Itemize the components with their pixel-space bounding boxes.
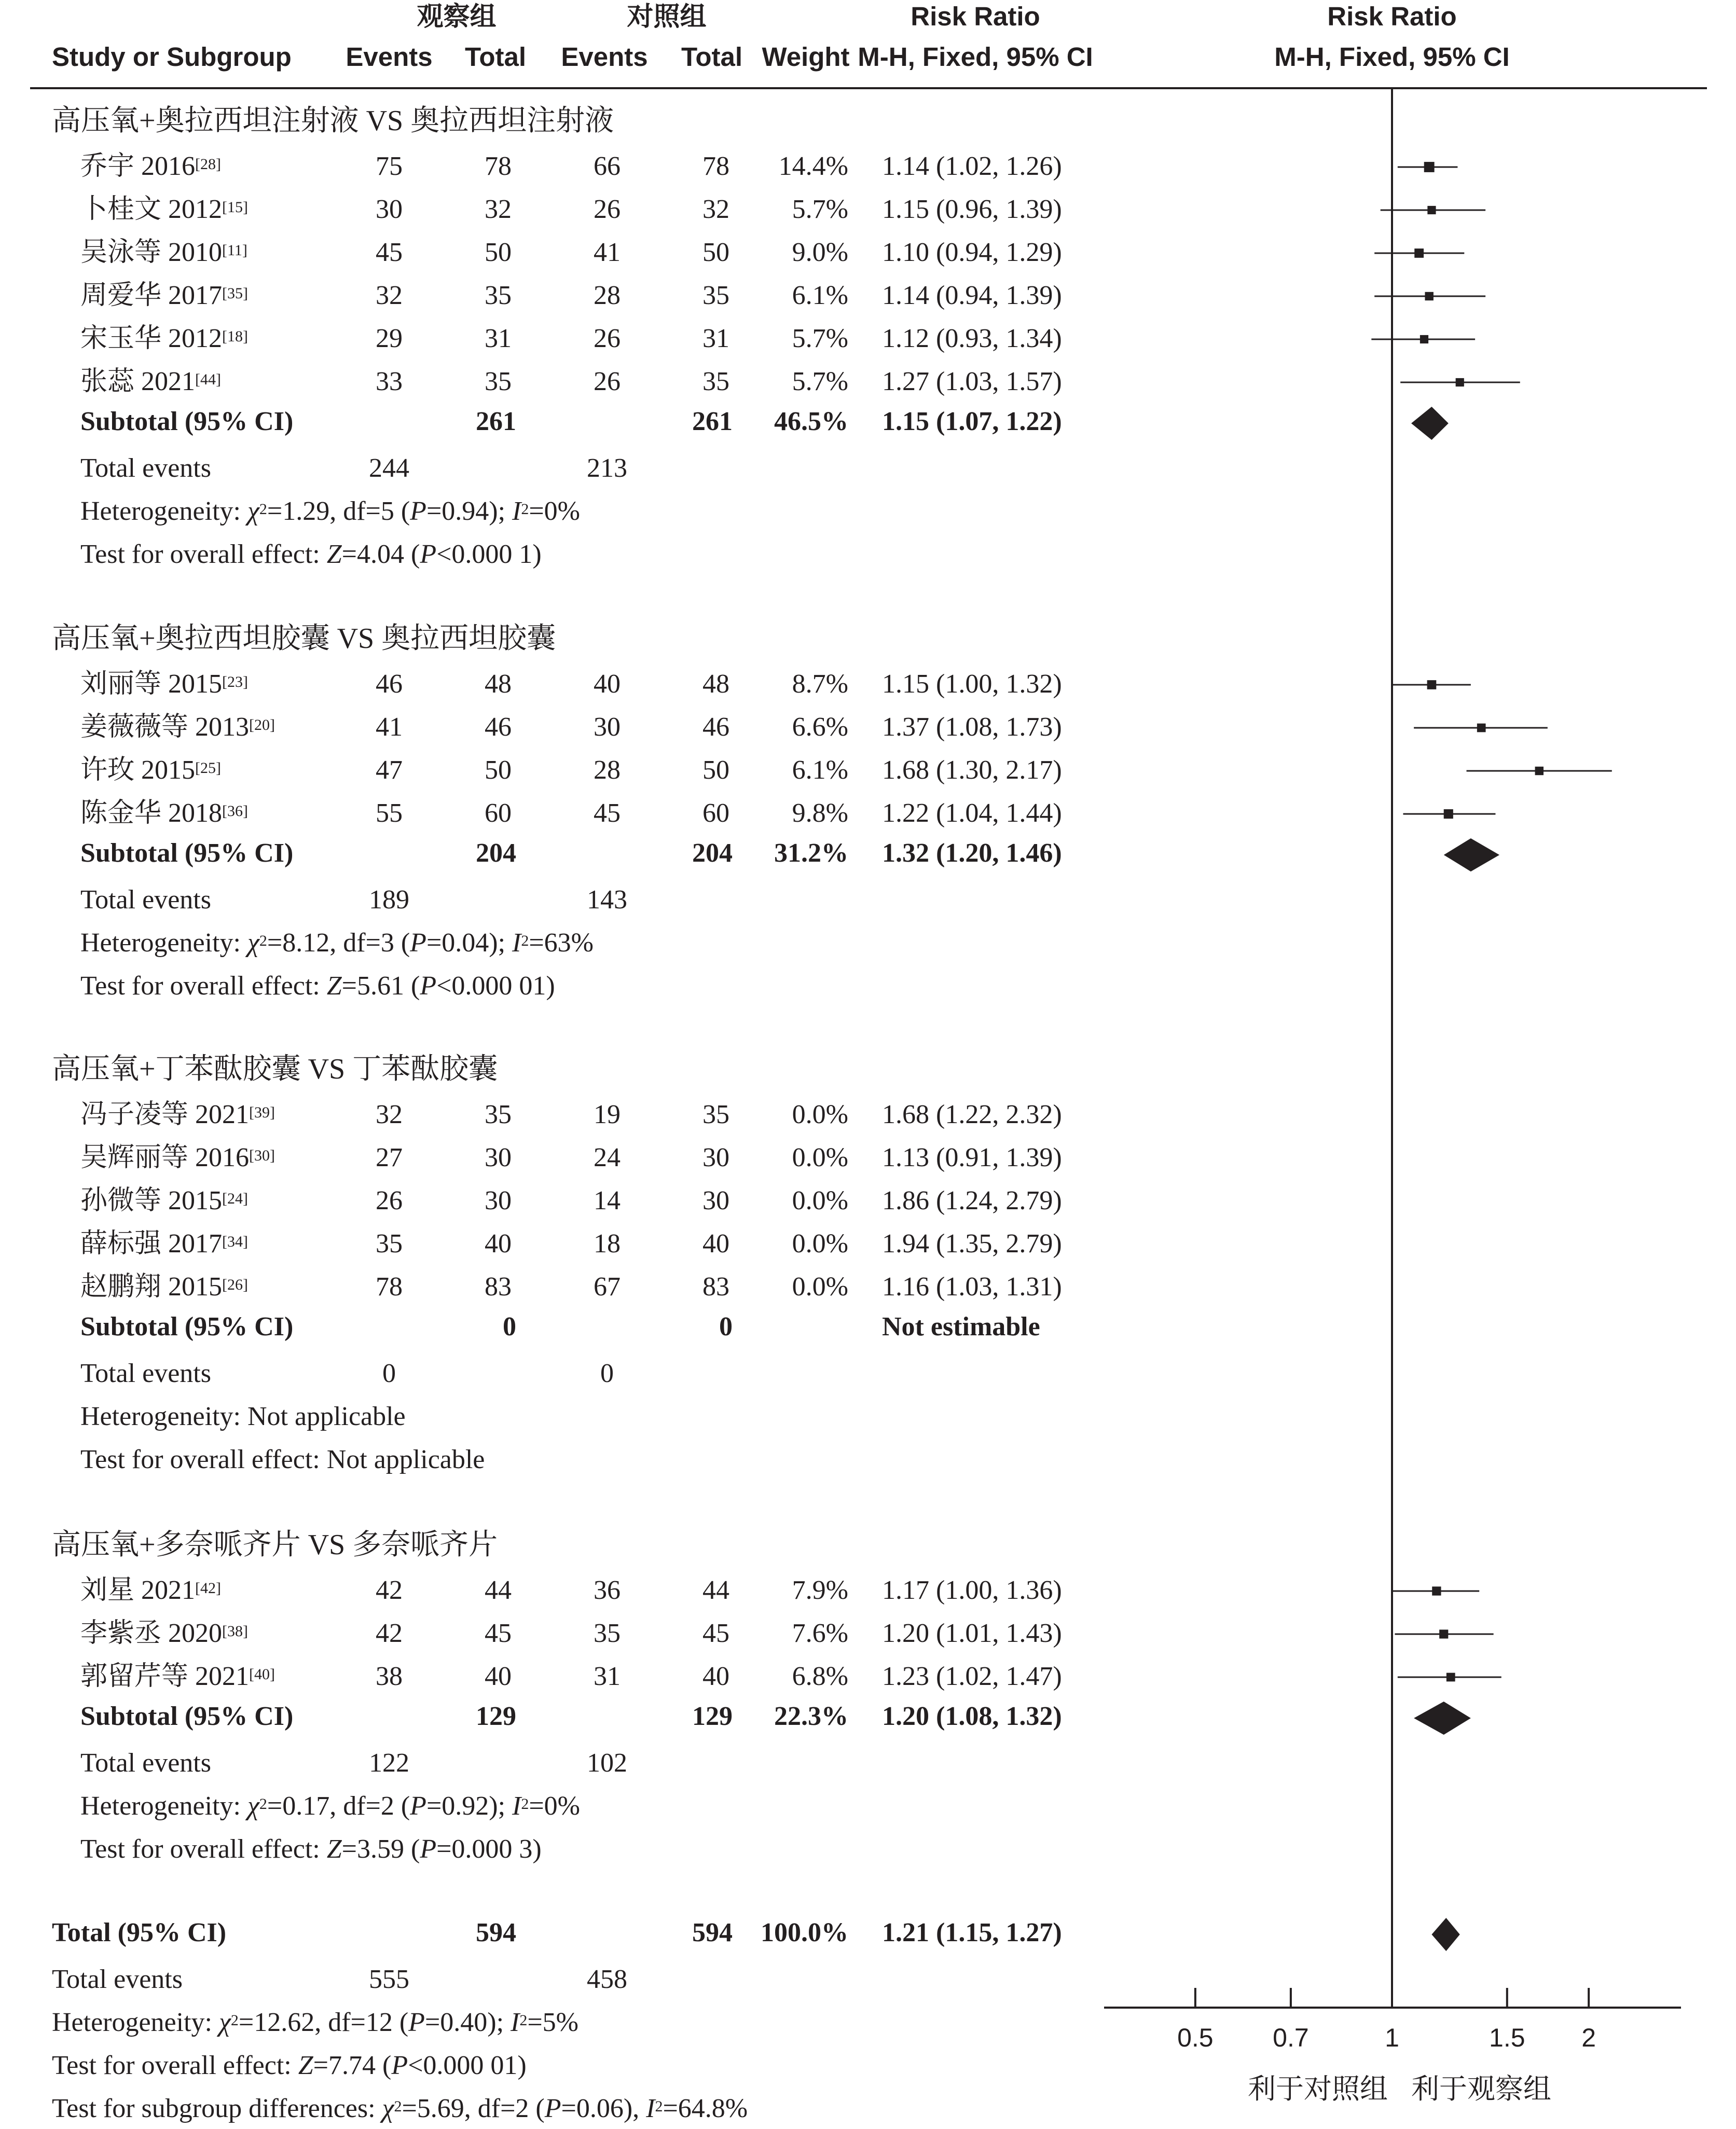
- ci-value: 1.94 (1.35, 2.79): [882, 1229, 1062, 1259]
- heterogeneity-chi-val: =8.12, df=3 (: [267, 928, 410, 958]
- study-point: [1420, 335, 1428, 343]
- study-ref: [40]: [249, 1666, 275, 1683]
- ci-value: 1.10 (0.94, 1.29): [882, 238, 1062, 267]
- subtotal-ctl-total: 0: [719, 1312, 733, 1342]
- study-name-text: 乔宇 2016: [80, 151, 196, 181]
- ctl-total: 40: [702, 1229, 729, 1259]
- heterogeneity-chi-val: =0.17, df=2 (: [267, 1791, 410, 1821]
- exp-events: 35: [376, 1229, 403, 1259]
- subtotal-exp-total: 0: [503, 1312, 516, 1342]
- study-point: [1444, 809, 1453, 819]
- study-ref: [30]: [249, 1147, 275, 1164]
- x-tick-label: 1: [1385, 2023, 1399, 2052]
- group-title: 高压氧+多奈哌齐片 VS 多奈哌齐片: [52, 1529, 498, 1561]
- ctl-events: 26: [594, 195, 621, 224]
- subgroup-differences-chi: χ: [382, 2094, 394, 2123]
- exp-events: 29: [376, 324, 403, 353]
- ci-value: 1.86 (1.24, 2.79): [882, 1186, 1062, 1215]
- subtotal-weight: 31.2%: [774, 838, 848, 868]
- weight-value: 5.7%: [792, 367, 848, 396]
- study-ref: [38]: [222, 1623, 248, 1640]
- weight-value: 6.8%: [792, 1662, 848, 1691]
- ctl-events: 67: [594, 1272, 621, 1302]
- overall-effect-p: P: [420, 540, 437, 569]
- overall-effect-label: Test for overall effect:: [80, 540, 327, 569]
- heterogeneity-p-val: =0.92);: [426, 1791, 513, 1821]
- ctl-total: 44: [702, 1575, 729, 1605]
- study-ref: [24]: [222, 1190, 248, 1207]
- rr-title-header: Risk Ratio: [911, 2, 1040, 31]
- total-exp-total: 594: [476, 1918, 516, 1947]
- subtotal-label: Subtotal (95% CI): [80, 1312, 294, 1342]
- heterogeneity-label: Heterogeneity:: [80, 1791, 247, 1821]
- exp-events: 41: [376, 712, 403, 742]
- weight-value: 5.7%: [792, 324, 848, 353]
- weight-value: 7.9%: [792, 1575, 848, 1605]
- weight-value: 9.8%: [792, 798, 848, 828]
- subtotal-ctl-total: 261: [692, 407, 733, 436]
- heterogeneity-chi: χ: [247, 928, 259, 958]
- ctl-total: 46: [702, 712, 729, 742]
- total-heterogeneity-i: I: [511, 2008, 520, 2037]
- subtotal-exp-total: 261: [476, 407, 516, 436]
- group-title: 高压氧+丁苯酞胶囊 VS 丁苯酞胶囊: [52, 1053, 498, 1085]
- study-name-text: 许玫 2015: [80, 755, 196, 785]
- heterogeneity-label: Heterogeneity:: [80, 928, 247, 958]
- weight-value: 5.7%: [792, 195, 848, 224]
- weight-value: 0.0%: [792, 1143, 848, 1172]
- total-events-exp: 555: [369, 1965, 409, 1994]
- ci-value: 1.37 (1.08, 1.73): [882, 712, 1062, 742]
- study-name-text: 周爱华 2017: [80, 281, 223, 310]
- ctl-events: 18: [594, 1229, 621, 1259]
- exp-events: 42: [376, 1619, 403, 1648]
- exp-events: 75: [376, 151, 403, 181]
- ctl-events: 36: [594, 1575, 621, 1605]
- exp-total: 40: [485, 1662, 512, 1691]
- subtotal-ci: 1.20 (1.08, 1.32): [882, 1702, 1062, 1731]
- ci-value: 1.13 (0.91, 1.39): [882, 1143, 1062, 1172]
- subgroup-differences-i: I: [646, 2094, 655, 2123]
- ctl-events: 28: [594, 281, 621, 310]
- study-name-text: 冯子凌等 2021: [80, 1100, 250, 1129]
- x-tick-label: 0.7: [1273, 2023, 1309, 2052]
- ci-value: 1.15 (0.96, 1.39): [882, 195, 1062, 224]
- ctl-events: 24: [594, 1143, 621, 1172]
- summary-diamond: [1444, 838, 1499, 872]
- ctl-events-header: Events: [561, 42, 648, 72]
- study-ref: [23]: [222, 673, 248, 690]
- summary-diamond: [1431, 1918, 1459, 1951]
- x-tick-label: 0.5: [1177, 2023, 1214, 2052]
- study-ref: [11]: [222, 242, 247, 259]
- exp-total: 50: [485, 755, 512, 785]
- overall-effect-label: Test for overall effect:: [80, 971, 327, 1001]
- exp-events-header: Events: [346, 42, 433, 72]
- subtotal-weight: 46.5%: [774, 407, 848, 436]
- heterogeneity-p: P: [410, 496, 426, 526]
- subtotal-label: Subtotal (95% CI): [80, 838, 294, 868]
- heterogeneity-chi-sq: 2: [259, 1795, 267, 1813]
- exp-total: 83: [485, 1272, 512, 1302]
- study-point: [1427, 680, 1437, 689]
- ctl-events: 31: [594, 1662, 621, 1691]
- total-events-exp: 189: [369, 885, 409, 915]
- subtotal-exp-total: 129: [476, 1702, 516, 1731]
- heterogeneity-chi-sq: 2: [259, 932, 267, 949]
- ctl-total: 35: [702, 1100, 729, 1129]
- exp-total: 30: [485, 1186, 512, 1215]
- study-point: [1424, 162, 1435, 172]
- total-weight: 100.0%: [761, 1918, 848, 1947]
- subtotal-ctl-total: 204: [692, 838, 733, 868]
- total-overall-effect-z-val: =7.74 (: [313, 2051, 392, 2080]
- ctl-events: 28: [594, 755, 621, 785]
- study-point: [1446, 1673, 1455, 1682]
- heterogeneity-label: Heterogeneity:: [80, 496, 247, 526]
- exp-total: 45: [485, 1619, 512, 1648]
- exp-events: 47: [376, 755, 403, 785]
- heterogeneity-chi-val: =1.29, df=5 (: [267, 496, 410, 526]
- ci-value: 1.12 (0.93, 1.34): [882, 324, 1062, 353]
- subgroup-differences-p-val: =0.06),: [561, 2094, 646, 2123]
- total-events-label: Total events: [80, 1359, 211, 1388]
- study-ref: [35]: [222, 285, 248, 302]
- total-events-ctl: 213: [587, 453, 627, 483]
- plot-method-header: M-H, Fixed, 95% CI: [1274, 42, 1510, 72]
- ctl-events: 30: [594, 712, 621, 742]
- ctl-total: 35: [702, 281, 729, 310]
- ctl-events: 26: [594, 367, 621, 396]
- exp-total-header: Total: [464, 42, 527, 72]
- study-ref: [39]: [249, 1104, 275, 1121]
- exp-total: 40: [485, 1229, 512, 1259]
- study-ref: [20]: [249, 716, 275, 734]
- total-events-ctl: 143: [587, 885, 627, 915]
- weight-value: 0.0%: [792, 1272, 848, 1302]
- study-name-text: 赵鹏翔 2015: [80, 1272, 223, 1302]
- heterogeneity: Heterogeneity: Not applicable: [80, 1402, 406, 1431]
- exp-total: 35: [485, 367, 512, 396]
- heterogeneity-i-val: =0%: [529, 1791, 581, 1821]
- overall-effect-p-val: <0.000 01): [436, 971, 555, 1001]
- group-title: 高压氧+奥拉西坦胶囊 VS 奥拉西坦胶囊: [52, 623, 556, 655]
- ctl-events: 14: [594, 1186, 621, 1215]
- study-column-header: Study or Subgroup: [52, 42, 292, 72]
- study-name-text: 卜桂文 2012: [80, 195, 223, 224]
- total-ci: 1.21 (1.15, 1.27): [882, 1918, 1062, 1947]
- exp-events: 27: [376, 1143, 403, 1172]
- ctl-total: 35: [702, 367, 729, 396]
- overall-effect-p-val: =0.000 3): [436, 1834, 542, 1864]
- ctl-total: 30: [702, 1143, 729, 1172]
- heterogeneity-chi-sq: 2: [259, 501, 267, 518]
- ctl-events: 40: [594, 669, 621, 699]
- study-ref: [34]: [222, 1233, 248, 1250]
- ctl-events: 45: [594, 798, 621, 828]
- ci-value: 1.68 (1.30, 2.17): [882, 755, 1062, 785]
- total-heterogeneity-i-val: =5%: [527, 2008, 579, 2037]
- total-ctl-total: 594: [692, 1918, 733, 1947]
- study-name-text: 刘星 2021: [80, 1575, 196, 1605]
- ctl-total: 50: [702, 238, 729, 267]
- exp-events: 32: [376, 1100, 403, 1129]
- exp-events: 33: [376, 367, 403, 396]
- ctl-total: 60: [702, 798, 729, 828]
- ctl-total: 31: [702, 324, 729, 353]
- rr-method-header: M-H, Fixed, 95% CI: [858, 42, 1093, 72]
- study-point: [1425, 292, 1433, 300]
- ci-value: 1.14 (0.94, 1.39): [882, 281, 1062, 310]
- overall-effect-p-val: <0.000 1): [436, 540, 542, 569]
- ctl-total: 48: [702, 669, 729, 699]
- summary-diamond: [1411, 407, 1449, 440]
- subgroup-differences-chi-sq: 2: [394, 2098, 402, 2115]
- subtotal-ci: 1.32 (1.20, 1.46): [882, 838, 1062, 868]
- weight-header: Weight: [762, 42, 850, 72]
- exp-total: 35: [485, 1100, 512, 1129]
- exp-events: 26: [376, 1186, 403, 1215]
- total-heterogeneity-label: Heterogeneity:: [52, 2008, 219, 2037]
- heterogeneity-i-sq: 2: [521, 501, 529, 518]
- heterogeneity-i-sq: 2: [521, 1795, 529, 1813]
- study-point: [1439, 1629, 1448, 1638]
- heterogeneity-i: I: [512, 928, 521, 958]
- ctl-total: 30: [702, 1186, 729, 1215]
- subgroup-differences-p: P: [544, 2094, 561, 2123]
- study-ref: [44]: [195, 371, 221, 388]
- exp-group-label: 观察组: [417, 2, 497, 31]
- weight-value: 0.0%: [792, 1100, 848, 1129]
- study-point: [1477, 724, 1486, 732]
- exp-total: 48: [485, 669, 512, 699]
- overall-effect-z: Z: [326, 1834, 342, 1864]
- study-name-text: 宋玉华 2012: [80, 324, 223, 353]
- ci-value: 1.16 (1.03, 1.31): [882, 1272, 1062, 1302]
- subtotal-ctl-total: 129: [692, 1702, 733, 1731]
- subtotal-ci: 1.15 (1.07, 1.22): [882, 407, 1062, 436]
- overall-effect-z-val: =4.04 (: [341, 540, 420, 569]
- study-ref: [36]: [222, 803, 248, 820]
- x-tick-label: 1.5: [1489, 2023, 1525, 2052]
- subtotal-exp-total: 204: [476, 838, 516, 868]
- ci-value: 1.20 (1.01, 1.43): [882, 1619, 1062, 1648]
- overall-effect-label: Test for overall effect:: [80, 1834, 327, 1864]
- study-ref: [42]: [195, 1580, 221, 1597]
- subgroup-differences-label: Test for subgroup differences:: [52, 2094, 382, 2123]
- heterogeneity-i-val: =0%: [529, 496, 581, 526]
- study-ref: [26]: [222, 1276, 248, 1293]
- total-heterogeneity-chi: χ: [218, 2008, 231, 2037]
- exp-total: 30: [485, 1143, 512, 1172]
- subtotal-ci: Not estimable: [882, 1312, 1040, 1342]
- exp-events: 46: [376, 669, 403, 699]
- heterogeneity-i: I: [512, 1791, 521, 1821]
- ctl-total: 32: [702, 195, 729, 224]
- overall-effect: Test for overall effect: Not applicable: [80, 1445, 485, 1474]
- group-title: 高压氧+奥拉西坦注射液 VS 奥拉西坦注射液: [52, 105, 614, 137]
- exp-events: 42: [376, 1575, 403, 1605]
- plot-title-header: Risk Ratio: [1327, 2, 1457, 31]
- study-name-text: 张蕊 2021: [80, 367, 196, 396]
- ci-value: 1.22 (1.04, 1.44): [882, 798, 1062, 828]
- weight-value: 0.0%: [792, 1229, 848, 1259]
- ctl-total: 45: [702, 1619, 729, 1648]
- summary-diamond: [1414, 1702, 1471, 1735]
- exp-total: 78: [485, 151, 512, 181]
- total-overall-effect-p: P: [391, 2051, 408, 2080]
- subtotal-label: Subtotal (95% CI): [80, 407, 294, 436]
- weight-value: 8.7%: [792, 669, 848, 699]
- weight-value: 9.0%: [792, 238, 848, 267]
- exp-total: 60: [485, 798, 512, 828]
- subgroup-differences-chi-val: =5.69, df=2 (: [402, 2094, 545, 2123]
- ctl-events: 41: [594, 238, 621, 267]
- overall-effect-z-val: =3.59 (: [341, 1834, 420, 1864]
- study-point: [1432, 1586, 1441, 1595]
- exp-events: 38: [376, 1662, 403, 1691]
- weight-value: 14.4%: [778, 151, 848, 181]
- total-events-exp: 244: [369, 453, 409, 483]
- heterogeneity-p-val: =0.94);: [426, 496, 513, 526]
- total-heterogeneity-chi-sq: 2: [230, 2012, 239, 2029]
- ctl-total: 83: [702, 1272, 729, 1302]
- ctl-total-header: Total: [681, 42, 743, 72]
- ci-value: 1.23 (1.02, 1.47): [882, 1662, 1062, 1691]
- ci-value: 1.14 (1.02, 1.26): [882, 151, 1062, 181]
- total-events-exp: 0: [382, 1359, 396, 1388]
- subtotal-label: Subtotal (95% CI): [80, 1702, 294, 1731]
- total-events-label: Total events: [80, 453, 211, 483]
- ci-value: 1.17 (1.00, 1.36): [882, 1575, 1062, 1605]
- study-name-text: 陈金华 2018: [80, 798, 223, 828]
- total-events-ctl: 458: [587, 1965, 627, 1994]
- total-events-label: Total events: [80, 1748, 211, 1778]
- overall-effect-z: Z: [326, 540, 342, 569]
- total-heterogeneity-p: P: [408, 2008, 425, 2037]
- exp-events: 45: [376, 238, 403, 267]
- x-tick-label: 2: [1581, 2023, 1596, 2052]
- favours-experimental-label: 利于观察组: [1411, 2072, 1551, 2105]
- weight-value: 6.1%: [792, 281, 848, 310]
- weight-value: 7.6%: [792, 1619, 848, 1648]
- exp-total: 32: [485, 195, 512, 224]
- study-name-text: 吴辉丽等 2016: [80, 1143, 250, 1172]
- ci-value: 1.27 (1.03, 1.57): [882, 367, 1062, 396]
- study-ref: [18]: [222, 328, 248, 345]
- heterogeneity-chi: χ: [247, 1791, 259, 1821]
- total-overall-effect-label: Test for overall effect:: [52, 2051, 298, 2080]
- study-name-text: 薛标强 2017: [80, 1229, 223, 1259]
- overall-effect-z-val: =5.61 (: [341, 971, 420, 1001]
- total-events-ctl: 102: [587, 1748, 627, 1778]
- total-overall-effect-p-val: <0.000 01): [408, 2051, 527, 2080]
- study-name-text: 李紫丞 2020: [80, 1619, 223, 1648]
- exp-total: 46: [485, 712, 512, 742]
- overall-effect-p: P: [420, 1834, 437, 1864]
- study-name-text: 孙微等 2015: [80, 1186, 223, 1215]
- ctl-events: 35: [594, 1619, 621, 1648]
- total-heterogeneity-p-val: =0.40);: [424, 2008, 511, 2037]
- study-name-text: 姜薇薇等 2013: [80, 712, 250, 742]
- ctl-total: 40: [702, 1662, 729, 1691]
- ci-value: 1.68 (1.22, 2.32): [882, 1100, 1062, 1129]
- study-ref: [15]: [222, 199, 248, 216]
- subtotal-weight: 22.3%: [774, 1702, 848, 1731]
- total-events-label: Total events: [52, 1965, 183, 1994]
- heterogeneity-p-val: =0.04);: [426, 928, 513, 958]
- study-ref: [25]: [195, 759, 221, 777]
- subgroup-differences-i-val: =64.8%: [663, 2094, 748, 2123]
- ctl-events: 19: [594, 1100, 621, 1129]
- overall-effect-p: P: [420, 971, 437, 1001]
- study-point: [1456, 378, 1464, 386]
- heterogeneity-p: P: [410, 1791, 426, 1821]
- ctl-total: 50: [702, 755, 729, 785]
- overall-effect-z: Z: [326, 971, 342, 1001]
- weight-value: 0.0%: [792, 1186, 848, 1215]
- exp-events: 32: [376, 281, 403, 310]
- heterogeneity-i-val: =63%: [529, 928, 594, 958]
- exp-events: 30: [376, 195, 403, 224]
- study-ref: [28]: [195, 156, 221, 173]
- subgroup-differences-i-sq: 2: [655, 2098, 663, 2115]
- favours-control-label: 利于对照组: [1248, 2072, 1388, 2105]
- exp-total: 31: [485, 324, 512, 353]
- study-point: [1414, 248, 1424, 258]
- ctl-group-label: 对照组: [627, 2, 707, 31]
- weight-value: 6.1%: [792, 755, 848, 785]
- total-events-exp: 122: [369, 1748, 409, 1778]
- study-point: [1535, 767, 1544, 775]
- study-name-text: 刘丽等 2015: [80, 669, 223, 699]
- exp-events: 55: [376, 798, 403, 828]
- heterogeneity-i-sq: 2: [521, 932, 529, 949]
- study-name-text: 吴泳等 2010: [80, 238, 223, 267]
- weight-value: 6.6%: [792, 712, 848, 742]
- total-heterogeneity-i-sq: 2: [519, 2012, 528, 2029]
- heterogeneity-i: I: [512, 496, 521, 526]
- ctl-events: 66: [594, 151, 621, 181]
- study-name-text: 郭留芹等 2021: [80, 1662, 250, 1691]
- heterogeneity-chi: χ: [247, 496, 259, 526]
- ctl-total: 78: [702, 151, 729, 181]
- total-overall-effect-z: Z: [298, 2051, 313, 2080]
- ci-value: 1.15 (1.00, 1.32): [882, 669, 1062, 699]
- heterogeneity-p: P: [410, 928, 426, 958]
- total-label: Total (95% CI): [52, 1918, 227, 1947]
- exp-total: 50: [485, 238, 512, 267]
- exp-events: 78: [376, 1272, 403, 1302]
- study-point: [1427, 206, 1436, 214]
- total-events-label: Total events: [80, 885, 211, 915]
- total-events-ctl: 0: [600, 1359, 614, 1388]
- total-heterogeneity-chi-val: =12.62, df=12 (: [238, 2008, 409, 2037]
- ctl-events: 26: [594, 324, 621, 353]
- exp-total: 44: [485, 1575, 512, 1605]
- exp-total: 35: [485, 281, 512, 310]
